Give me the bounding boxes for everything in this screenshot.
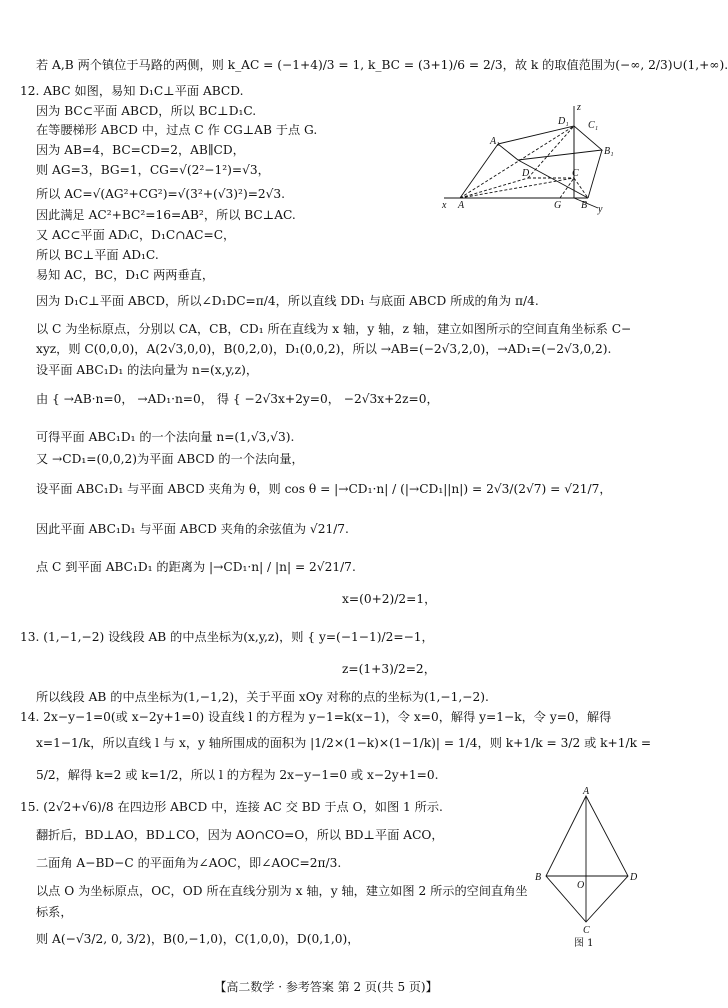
label-D1: D₁	[558, 116, 569, 127]
label-B: B	[581, 200, 588, 211]
label-z: z	[577, 102, 581, 113]
text-line: x=1−1/k，所以直线 l 与 x，y 轴所围成的面积为 |1/2×(1−k)×(1−1/k)| = 1/4，则 k+1/k = 3/2 或 k+1/k =	[36, 736, 652, 750]
text-line: 则 AG=3，BG=1，CG=√(2²−1²)=√3，	[36, 163, 270, 177]
text-line: 5/2，解得 k=2 或 k=1/2，所以 l 的方程为 2x−y−1=0 或 x−2y+1=0.	[36, 768, 439, 782]
text-line: 因为 BC⊂平面 ABCD，所以 BC⊥D₁C.	[36, 104, 257, 118]
text-line: 由 { →AB·n=0， →AD₁·n=0， 得 { −2√3x+2y=0， −2√3x+2z=0，	[36, 392, 439, 406]
text-line: 则 A(−√3/2, 0, 3/2)，B(0,−1,0)，C(1,0,0)，D(0,1,0)，	[36, 932, 360, 946]
page-footer: 【高二数学 · 参考答案 第 2 页(共 5 页)】	[214, 980, 438, 994]
text-line: 二面角 A−BD−C 的平面角为∠AOC，即∠AOC=2π/3.	[36, 856, 342, 870]
text-line: 12. ABC 如图，易知 D₁C⊥平面 ABCD.	[20, 84, 244, 98]
text-line: xyz，则 C(0,0,0)，A(2√3,0,0)，B(0,2,0)，D₁(0,0,2)，所以 →AB=(−2√3,2,0)，→AD₁=(−2√3,0,2).	[36, 342, 612, 356]
text-line: 因此满足 AC²+BC²=16=AB²，所以 BC⊥AC.	[36, 208, 296, 222]
text-line: 以 C 为坐标原点，分别以 CA，CB，CD₁ 所在直线为 x 轴，y 轴，z 轴，建立如图所示的空间直角坐标系 C−	[36, 322, 632, 336]
label-G: G	[554, 200, 562, 211]
text-line: 所以 AC=√(AG²+CG²)=√(3²+(√3)²)=2√3.	[36, 187, 286, 201]
kite-outline	[546, 796, 628, 922]
text-line: 可得平面 ABC₁D₁ 的一个法向量 n=(1,√3,√3).	[36, 430, 295, 444]
text-line: 因为 AB=4，BC=CD=2，AB∥CD，	[36, 143, 245, 157]
text-line: 15. (2√2+√6)/8 在四边形 ABCD 中，连接 AC 交 BD 于点 O，如图 1 所示.	[20, 800, 443, 814]
label-C: C	[583, 925, 590, 936]
text-line: 13. (1,−1,−2) 设线段 AB 的中点坐标为(x,y,z)，则 { y=(−1−1)/2=−1，	[20, 630, 434, 644]
label-B1: B₁	[604, 146, 614, 157]
label-x: x	[442, 200, 447, 211]
text-line: 所以 BC⊥平面 AD₁C.	[36, 248, 159, 262]
text-line: 设平面 ABC₁D₁ 的法向量为 n=(x,y,z)，	[36, 363, 259, 377]
label-C1: C₁	[588, 120, 599, 131]
label-A1: A₁	[490, 136, 500, 147]
text-line: 因此平面 ABC₁D₁ 与平面 ABCD 夹角的余弦值为 √21/7.	[36, 522, 349, 536]
text-line: 以点 O 为坐标原点，OC，OD 所在直线分别为 x 轴，y 轴，建立如图 2 所示的空间直角坐	[36, 884, 528, 898]
text-line: 翻折后，BD⊥AO，BD⊥CO，因为 AO∩CO=O，所以 BD⊥平面 ACO，	[36, 828, 444, 842]
label-C: C	[572, 168, 579, 179]
figure-caption: 图 1	[574, 938, 594, 949]
text-line: 在等腰梯形 ABCD 中，过点 C 作 CG⊥AB 于点 G.	[36, 123, 318, 137]
text-line: 易知 AC，BC，D₁C 两两垂直，	[36, 268, 215, 282]
label-A: A	[583, 786, 590, 797]
text-line: 若 A,B 两个镇位于马路的两侧，则 k_AC = (−1+4)/3 = 1, k_BC = (3+1)/6 = 2/3，故 k 的取值范围为(−∞, 2/3)∪(1,+∞).	[36, 58, 728, 72]
text-line: 标系，	[36, 905, 73, 919]
label-O: O	[577, 880, 585, 891]
label-y: y	[598, 204, 603, 215]
figure-3d-solid	[438, 98, 618, 216]
label-D: D	[630, 872, 638, 883]
text-line: 因为 D₁C⊥平面 ABCD，所以∠D₁DC=π/4，所以直线 DD₁ 与底面 ABCD 所成的角为 π/4.	[36, 294, 539, 308]
top-face	[498, 126, 602, 160]
text-line: x=(0+2)/2=1，	[342, 592, 437, 606]
text-line: 设平面 ABC₁D₁ 与平面 ABCD 夹角为 θ，则 cos θ = |→CD₁·n| / (|→CD₁||n|) = 2√3/(2√7) = √21/7，	[36, 482, 612, 496]
text-line: 所以线段 AB 的中点坐标为(1,−1,2)，关于平面 xOy 对称的点的坐标为(1,−1,−2).	[36, 690, 489, 704]
label-B: B	[535, 872, 542, 883]
figure-kite	[530, 786, 645, 951]
text-line: 14. 2x−y−1=0(或 x−2y+1=0) 设直线 l 的方程为 y−1=k(x−1)，令 x=0，解得 y=1−k，令 y=0，解得	[20, 710, 612, 724]
text-line: 点 C 到平面 ABC₁D₁ 的距离为 |→CD₁·n| / |n| = 2√21/7.	[36, 560, 356, 574]
label-A: A	[458, 200, 465, 211]
text-line: 又 AC⊂平面 ADᵢC，D₁C∩AC=C，	[36, 228, 236, 242]
text-line: 又 →CD₁=(0,0,2)为平面 ABCD 的一个法向量，	[36, 452, 304, 466]
text-line: z=(1+3)/2=2，	[342, 662, 436, 676]
label-D: D	[522, 168, 530, 179]
